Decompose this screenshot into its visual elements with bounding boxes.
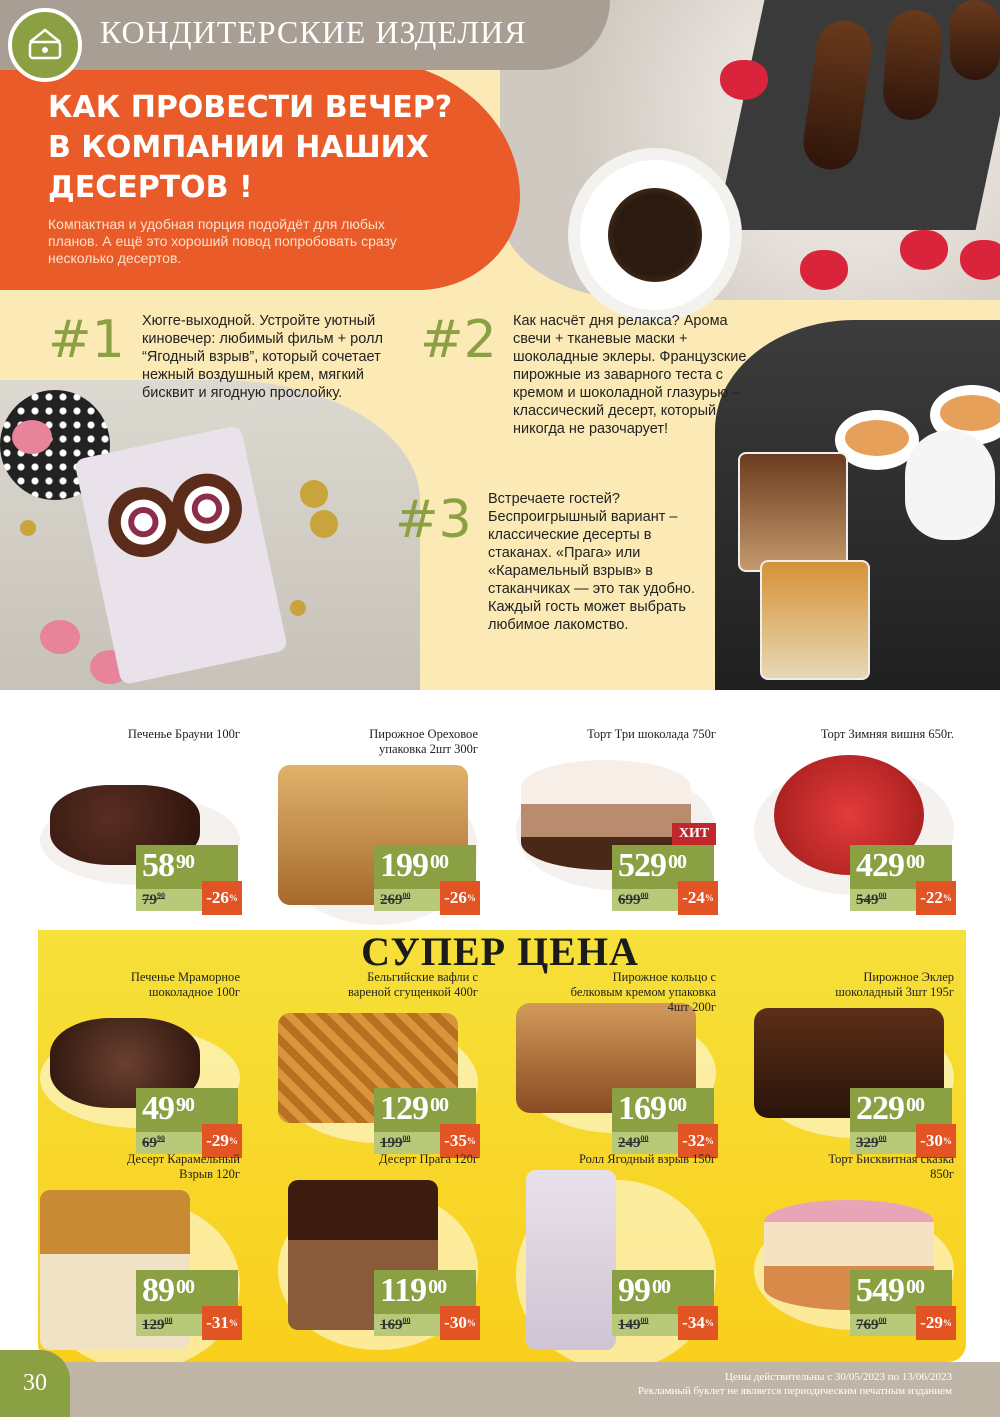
discount-value: -30: [444, 1313, 467, 1332]
old-price-kopecks: 00: [640, 1316, 649, 1325]
percent-sign: %: [704, 1318, 714, 1328]
old-price-rubles: 79: [142, 892, 157, 908]
product-card[interactable]: [278, 1152, 488, 1350]
old-price-rubles: 129: [142, 1317, 165, 1333]
old-price-rubles: 549: [856, 892, 879, 908]
rose-image: [40, 620, 80, 654]
price-rubles: 529: [618, 847, 666, 884]
product-card[interactable]: [754, 970, 964, 1168]
hero-title-line: В КОМПАНИИ НАШИХ: [48, 130, 429, 165]
price-value: [142, 1272, 194, 1310]
gold-heart: [300, 480, 328, 508]
discount-badge: [440, 1306, 480, 1340]
old-price-bar: [612, 1132, 680, 1154]
percent-sign: %: [942, 893, 952, 903]
step-text: Встречаете гостей? Беспроигрышный вариант – классические десерты в стаканах. «Прага» или «Карамельный взрыв» в стаканчиках — это так удобно. Каждый гость может выбрать любимое лакомство.: [488, 491, 695, 633]
price-kopecks: 00: [430, 1094, 448, 1116]
percent-sign: %: [228, 893, 238, 903]
old-price-kopecks: 00: [402, 1134, 411, 1143]
product-card[interactable]: [516, 1152, 726, 1350]
price-rubles: 229: [856, 1090, 904, 1127]
percent-sign: %: [228, 1318, 238, 1328]
product-name: Десерт Прага 120г: [379, 1152, 478, 1166]
discount-value: -34: [682, 1313, 705, 1332]
product-name: Торт Три шоколада 750г: [587, 727, 716, 741]
price-rubles: 429: [856, 847, 904, 884]
step-number: #1: [48, 310, 125, 370]
strawberry-image: [800, 250, 848, 290]
old-price-rubles: 769: [856, 1317, 879, 1333]
old-price-rubles: 149: [618, 1317, 641, 1333]
discount-value: -32: [682, 1131, 705, 1150]
teapot-image: [905, 430, 995, 540]
price-kopecks: 00: [906, 851, 924, 873]
discount-value: -30: [920, 1131, 943, 1150]
old-price: [380, 891, 411, 909]
old-price: [618, 1316, 649, 1334]
price-kopecks: 00: [668, 851, 686, 873]
percent-sign: %: [704, 1136, 714, 1146]
product-name: Печенье Брауни 100г: [127, 727, 240, 741]
hero-title: [48, 88, 508, 208]
eclair-image: [881, 8, 944, 122]
old-price-bar: [612, 889, 680, 911]
discount-badge: [678, 881, 718, 915]
old-price-rubles: 169: [380, 1317, 403, 1333]
hit-badge: ХИТ: [672, 823, 716, 845]
step-number: #2: [420, 310, 497, 370]
old-price-rubles: 329: [856, 1135, 879, 1151]
price-value: [380, 1090, 448, 1128]
price-rubles: 99: [618, 1272, 650, 1309]
price-value: [856, 847, 924, 885]
price-value: [856, 1272, 924, 1310]
old-price-bar: [612, 1314, 680, 1336]
percent-sign: %: [466, 893, 476, 903]
percent-sign: %: [466, 1136, 476, 1146]
old-price: [142, 1134, 165, 1152]
footnote: [638, 1370, 952, 1398]
price-rubles: 169: [618, 1090, 666, 1127]
category-logo: [8, 8, 82, 82]
discount-badge: [440, 881, 480, 915]
old-price: [618, 1134, 649, 1152]
product-card[interactable]: [278, 727, 488, 925]
product-name: Ролл Ягодный взрыв 150г: [578, 1152, 716, 1166]
old-price: [856, 1316, 887, 1334]
old-price-bar: [374, 1314, 442, 1336]
price-rubles: 119: [380, 1272, 427, 1309]
price-value: [856, 1090, 924, 1128]
price-kopecks: 00: [906, 1094, 924, 1116]
old-price-kopecks: 90: [157, 891, 165, 900]
price-value: [142, 847, 194, 885]
product-card[interactable]: [278, 970, 488, 1168]
price-kopecks: 00: [430, 851, 448, 873]
product-card[interactable]: [516, 727, 726, 925]
discount-badge: [202, 1306, 242, 1340]
rose-image: [12, 420, 52, 454]
price-value: [142, 1090, 194, 1128]
product-card[interactable]: [516, 970, 726, 1168]
hero-title-line: КАК ПРОВЕСТИ ВЕЧЕР?: [48, 90, 453, 125]
hero-title-line: ДЕСЕРТОВ !: [48, 170, 253, 205]
step-text: Как насчёт дня релакса? Арома свечи + тканевые маски + шоколадные эклеры. Французские пирожные из заварного теста с кремом и шоколадной глазурью – классический десерт, который никогда не разочарует!: [513, 313, 747, 437]
percent-sign: %: [704, 893, 714, 903]
old-price: [142, 1316, 173, 1334]
old-price: [380, 1134, 411, 1152]
category-title: КОНДИТЕРСКИЕ ИЗДЕЛИЯ: [100, 14, 527, 50]
old-price-rubles: 249: [618, 1135, 641, 1151]
discount-badge: [916, 1306, 956, 1340]
old-price-kopecks: 00: [164, 1316, 173, 1325]
old-price-kopecks: 00: [878, 1134, 887, 1143]
price-kopecks: 00: [428, 1276, 447, 1298]
price-kopecks: 00: [668, 1094, 686, 1116]
praga-cup-image: [738, 452, 848, 572]
discount-value: -29: [920, 1313, 943, 1332]
old-price-bar: [850, 889, 918, 911]
product-name: Пирожное Ореховое упаковка 2шт 300г: [369, 727, 478, 756]
old-price-kopecks: 00: [402, 1316, 411, 1325]
percent-sign: %: [942, 1318, 952, 1328]
eclair-image: [950, 0, 1000, 80]
discount-value: -26: [206, 888, 229, 907]
old-price-bar: [850, 1132, 918, 1154]
old-price-kopecks: 90: [157, 1134, 165, 1143]
product-card[interactable]: [40, 1152, 250, 1350]
product-name: Десерт Карамельный Взрыв 120г: [126, 1152, 240, 1181]
old-price-rubles: 69: [142, 1135, 157, 1151]
old-price-bar: [374, 889, 442, 911]
caramel-cup-image: [760, 560, 870, 680]
disclaimer-text: Рекламный буклет не является периодическим печатным изданием: [638, 1385, 952, 1397]
discount-value: -24: [682, 888, 705, 907]
price-kopecks: 90: [176, 851, 194, 873]
old-price-rubles: 269: [380, 892, 403, 908]
discount-value: -35: [444, 1131, 467, 1150]
strawberry-image: [900, 230, 948, 270]
product-card[interactable]: [754, 727, 964, 925]
discount-value: -22: [920, 888, 943, 907]
product-name: Торт Зимняя вишня 650г.: [820, 727, 954, 741]
dessert-icon: [22, 22, 68, 68]
old-price-bar: [136, 1132, 204, 1154]
price-value: [380, 1272, 446, 1310]
price-rubles: 129: [380, 1090, 428, 1127]
price-rubles: 549: [856, 1272, 904, 1309]
step-text: Хюгге-выходной. Устройте уютный киновечер: любимый фильм + ролл “Ягодный взрыв”, который сочетает нежный воздушный крем, мягкий бисквит и ягодную прослойку.: [142, 313, 383, 401]
validity-text: Цены действительны с 30/05/2023 по 13/06/2023: [725, 1371, 952, 1383]
old-price-kopecks: 00: [878, 1316, 887, 1325]
percent-sign: %: [466, 1318, 476, 1328]
old-price-kopecks: 00: [402, 891, 411, 900]
old-price: [380, 1316, 411, 1334]
hero-subtitle: Компактная и удобная порция подойдёт для любых планов. А ещё это хороший повод попробовать сразу несколько десертов.: [48, 216, 397, 266]
discount-badge: [202, 881, 242, 915]
super-price-title: СУПЕР ЦЕНА: [361, 929, 639, 974]
price-rubles: 89: [142, 1272, 174, 1309]
coffee-cup: [580, 160, 730, 310]
product-image: [526, 1170, 616, 1350]
discount-value: -29: [206, 1131, 229, 1150]
old-price-bar: [374, 1132, 442, 1154]
percent-sign: %: [228, 1136, 238, 1146]
discount-badge: [678, 1306, 718, 1340]
product-name: Печенье Мраморное шоколадное 100г: [130, 970, 240, 999]
product-card[interactable]: [40, 727, 250, 925]
price-kopecks: 00: [176, 1276, 194, 1298]
product-name: Торт Бисквитная сказка 850г: [828, 1152, 954, 1181]
old-price-kopecks: 00: [640, 891, 649, 900]
old-price-bar: [136, 1314, 204, 1336]
gold-heart: [310, 510, 338, 538]
price-rubles: 49: [142, 1090, 174, 1127]
hero-section: [0, 0, 1000, 690]
gold-candy: [20, 520, 36, 536]
strawberry-image: [720, 60, 768, 100]
product-card[interactable]: [40, 970, 250, 1168]
price-value: [618, 1090, 686, 1128]
old-price-kopecks: 00: [640, 1134, 649, 1143]
product-name: Бельгийские вафли с вареной сгущенкой 400г: [347, 970, 478, 999]
product-card[interactable]: [754, 1152, 964, 1350]
price-value: [618, 847, 686, 885]
price-value: [618, 1272, 670, 1310]
product-name: Пирожное кольцо с белковым кремом упаковка 4шт 200г: [570, 970, 716, 1014]
discount-value: -26: [444, 888, 467, 907]
old-price-bar: [850, 1314, 918, 1336]
product-name: Пирожное Эклер шоколадный 3шт 195г: [835, 970, 954, 999]
discount-badge: [916, 881, 956, 915]
price-value: [380, 847, 448, 885]
price-kopecks: 00: [652, 1276, 670, 1298]
strawberry-image: [960, 240, 1000, 280]
old-price-rubles: 199: [380, 1135, 403, 1151]
old-price-bar: [136, 889, 204, 911]
old-price: [856, 891, 887, 909]
step-number: #3: [395, 490, 472, 550]
price-rubles: 58: [142, 847, 174, 884]
old-price: [618, 891, 649, 909]
old-price: [142, 891, 165, 909]
old-price-rubles: 699: [618, 892, 641, 908]
gold-candy: [290, 600, 306, 616]
old-price: [856, 1134, 887, 1152]
discount-value: -31: [206, 1313, 229, 1332]
price-kopecks: 90: [176, 1094, 194, 1116]
page-number: 30: [0, 1350, 70, 1417]
old-price-kopecks: 00: [878, 891, 887, 900]
percent-sign: %: [942, 1136, 952, 1146]
price-kopecks: 00: [906, 1276, 924, 1298]
price-rubles: 199: [380, 847, 428, 884]
